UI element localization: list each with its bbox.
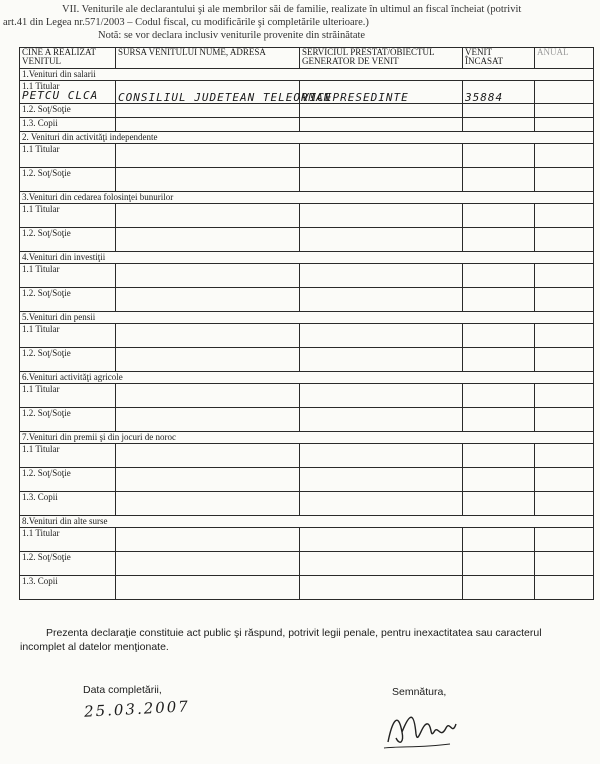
row-label [20, 81, 116, 104]
header-line-2: art.41 din Legea nr.571/2003 – Codul fiscal, cu modificările şi completările ulterioare.) [3, 17, 369, 28]
section-title: 4.Venituri din investiţii [20, 252, 594, 264]
row-label: 1.3. Copii [20, 492, 116, 516]
empty-cell [535, 444, 594, 468]
row-label: 1.1 Titular [20, 264, 116, 288]
empty-cell [300, 288, 463, 312]
empty-cell [463, 288, 535, 312]
row-label: 1.1 Titular [20, 444, 116, 468]
empty-cell [116, 444, 300, 468]
empty-cell [116, 228, 300, 252]
section-title: 5.Venituri din pensii [20, 312, 594, 324]
empty-cell [116, 528, 300, 552]
empty-cell [463, 348, 535, 372]
income-amount: 35884 [463, 81, 535, 104]
empty-cell [300, 168, 463, 192]
empty-cell [116, 552, 300, 576]
empty-cell [463, 468, 535, 492]
section-row [20, 516, 594, 528]
table-row [20, 468, 594, 492]
row-label: 1.2. Soţ/Soţie [20, 348, 116, 372]
header-note: Notă: se vor declara inclusiv veniturile provenite din străinătate [98, 30, 366, 41]
col-header-who: CINE A REALIZAT VENITUL [20, 48, 116, 69]
handwritten-signature [380, 702, 460, 752]
table-row [20, 552, 594, 576]
empty-cell [300, 528, 463, 552]
empty-cell [116, 264, 300, 288]
empty-cell [116, 324, 300, 348]
section-title: 6.Venituri activităţi agricole [20, 372, 594, 384]
table-row [20, 81, 594, 104]
declaration-line-2: incomplet al datelor menţionate. [20, 641, 169, 653]
empty-cell [535, 144, 594, 168]
empty-cell [463, 204, 535, 228]
header-line-1: VII. Veniturile ale declarantului şi ale membrilor săi de familie, realizate în ultimul an fiscal încheiat (potrivit [62, 4, 522, 15]
empty-cell [300, 204, 463, 228]
empty-cell [463, 384, 535, 408]
table-row [20, 576, 594, 600]
empty-cell [300, 348, 463, 372]
empty-cell [116, 492, 300, 516]
empty-cell [535, 468, 594, 492]
empty-cell [463, 144, 535, 168]
table-row [20, 104, 594, 118]
section-row [20, 132, 594, 144]
table-row [20, 528, 594, 552]
empty-cell [300, 324, 463, 348]
empty-cell [535, 288, 594, 312]
empty-cell [535, 492, 594, 516]
income-source: CONSILIUL JUDETEAN TELEORMAN [116, 81, 300, 104]
empty-cell [463, 118, 535, 132]
col-header-source: SURSA VENITULUI NUME, ADRESA [116, 48, 300, 69]
empty-cell [463, 528, 535, 552]
empty-cell [116, 168, 300, 192]
empty-cell [300, 384, 463, 408]
empty-cell [116, 384, 300, 408]
empty-cell [535, 324, 594, 348]
income-table [19, 47, 594, 600]
table-row [20, 444, 594, 468]
section-title: 8.Venituri din alte surse [20, 516, 594, 528]
empty-cell [463, 264, 535, 288]
section-row [20, 312, 594, 324]
empty-cell [300, 228, 463, 252]
row-label: 1.2. Soţ/Soţie [20, 468, 116, 492]
section-row [20, 372, 594, 384]
empty-cell [116, 118, 300, 132]
income-service: VICEPRESEDINTE [300, 81, 463, 104]
section-row [20, 192, 594, 204]
empty-cell [535, 264, 594, 288]
empty-cell [535, 552, 594, 576]
section-row [20, 69, 594, 81]
row-label: 1.1 Titular [20, 324, 116, 348]
empty-cell [463, 324, 535, 348]
declaration-line-1: Prezenta declaraţie constituie act public şi răspund, potrivit legii penale, pentru inexactitatea sau caracterul [46, 627, 542, 639]
empty-cell [116, 468, 300, 492]
empty-cell [535, 118, 594, 132]
row-label: 1.1 Titular [20, 528, 116, 552]
row-label: 1.2. Soţ/Soţie [20, 168, 116, 192]
empty-cell [463, 492, 535, 516]
date-value: 25.03.2007 [83, 697, 191, 721]
table-row [20, 228, 594, 252]
empty-cell [300, 118, 463, 132]
table-row [20, 144, 594, 168]
empty-cell [300, 408, 463, 432]
empty-cell [535, 576, 594, 600]
signature-label: Semnătura, [392, 686, 447, 698]
empty-cell [116, 288, 300, 312]
table-row [20, 408, 594, 432]
empty-cell [535, 104, 594, 118]
date-label: Data completării, [83, 684, 162, 696]
empty-cell [116, 348, 300, 372]
empty-cell [300, 144, 463, 168]
empty-cell [116, 408, 300, 432]
empty-cell [300, 264, 463, 288]
empty-cell [463, 168, 535, 192]
table-row [20, 204, 594, 228]
section-title: 1.Venituri din salarii [20, 69, 594, 81]
empty-cell [116, 104, 300, 118]
section-row [20, 432, 594, 444]
section-row [20, 252, 594, 264]
row-label: 1.3. Copii [20, 118, 116, 132]
empty-cell [463, 552, 535, 576]
empty-cell [116, 204, 300, 228]
empty-cell [535, 384, 594, 408]
table-row [20, 264, 594, 288]
table-row [20, 288, 594, 312]
empty-cell [535, 168, 594, 192]
table-row [20, 348, 594, 372]
empty-cell [463, 444, 535, 468]
row-label: 1.2. Soţ/Soţie [20, 104, 116, 118]
empty-cell [463, 228, 535, 252]
empty-cell [463, 408, 535, 432]
table-row [20, 384, 594, 408]
row-label: 1.3. Copii [20, 576, 116, 600]
empty-cell [116, 576, 300, 600]
income-table-body [20, 69, 594, 600]
empty-cell [116, 144, 300, 168]
titular-name: PETCU CLCA [22, 89, 99, 102]
col-header-amount: VENIT ÎNCASAT [463, 48, 535, 69]
col-header-annual: ANUAL [535, 48, 594, 69]
row-label: 1.1 Titular [20, 384, 116, 408]
empty-cell [300, 552, 463, 576]
row-label: 1.1 Titular [20, 204, 116, 228]
empty-cell [300, 576, 463, 600]
table-row [20, 492, 594, 516]
col-header-service: SERVICIUL PRESTAT/OBIECTUL GENERATOR DE VENIT [300, 48, 463, 69]
row-label: 1.2. Soţ/Soţie [20, 552, 116, 576]
row-label: 1.2. Soţ/Soţie [20, 408, 116, 432]
empty-cell [463, 576, 535, 600]
section-title: 2. Venituri din activităţi independente [20, 132, 594, 144]
empty-cell [300, 444, 463, 468]
row-label: 1.1 Titular [20, 144, 116, 168]
row-label-text: 1.1 Titular [22, 81, 60, 91]
empty-cell [535, 204, 594, 228]
empty-cell [535, 528, 594, 552]
empty-cell [300, 104, 463, 118]
row-label: 1.2. Soţ/Soţie [20, 288, 116, 312]
empty-cell [300, 468, 463, 492]
table-row [20, 324, 594, 348]
empty-cell [463, 104, 535, 118]
table-row [20, 118, 594, 132]
row-label: 1.2. Soţ/Soţie [20, 228, 116, 252]
table-row [20, 168, 594, 192]
empty-cell [535, 228, 594, 252]
empty-cell [535, 348, 594, 372]
section-title: 3.Venituri din cedarea folosinţei bunurilor [20, 192, 594, 204]
empty-cell [535, 408, 594, 432]
empty-cell [300, 492, 463, 516]
empty-cell [535, 81, 594, 104]
section-title: 7.Venituri din premii şi din jocuri de noroc [20, 432, 594, 444]
